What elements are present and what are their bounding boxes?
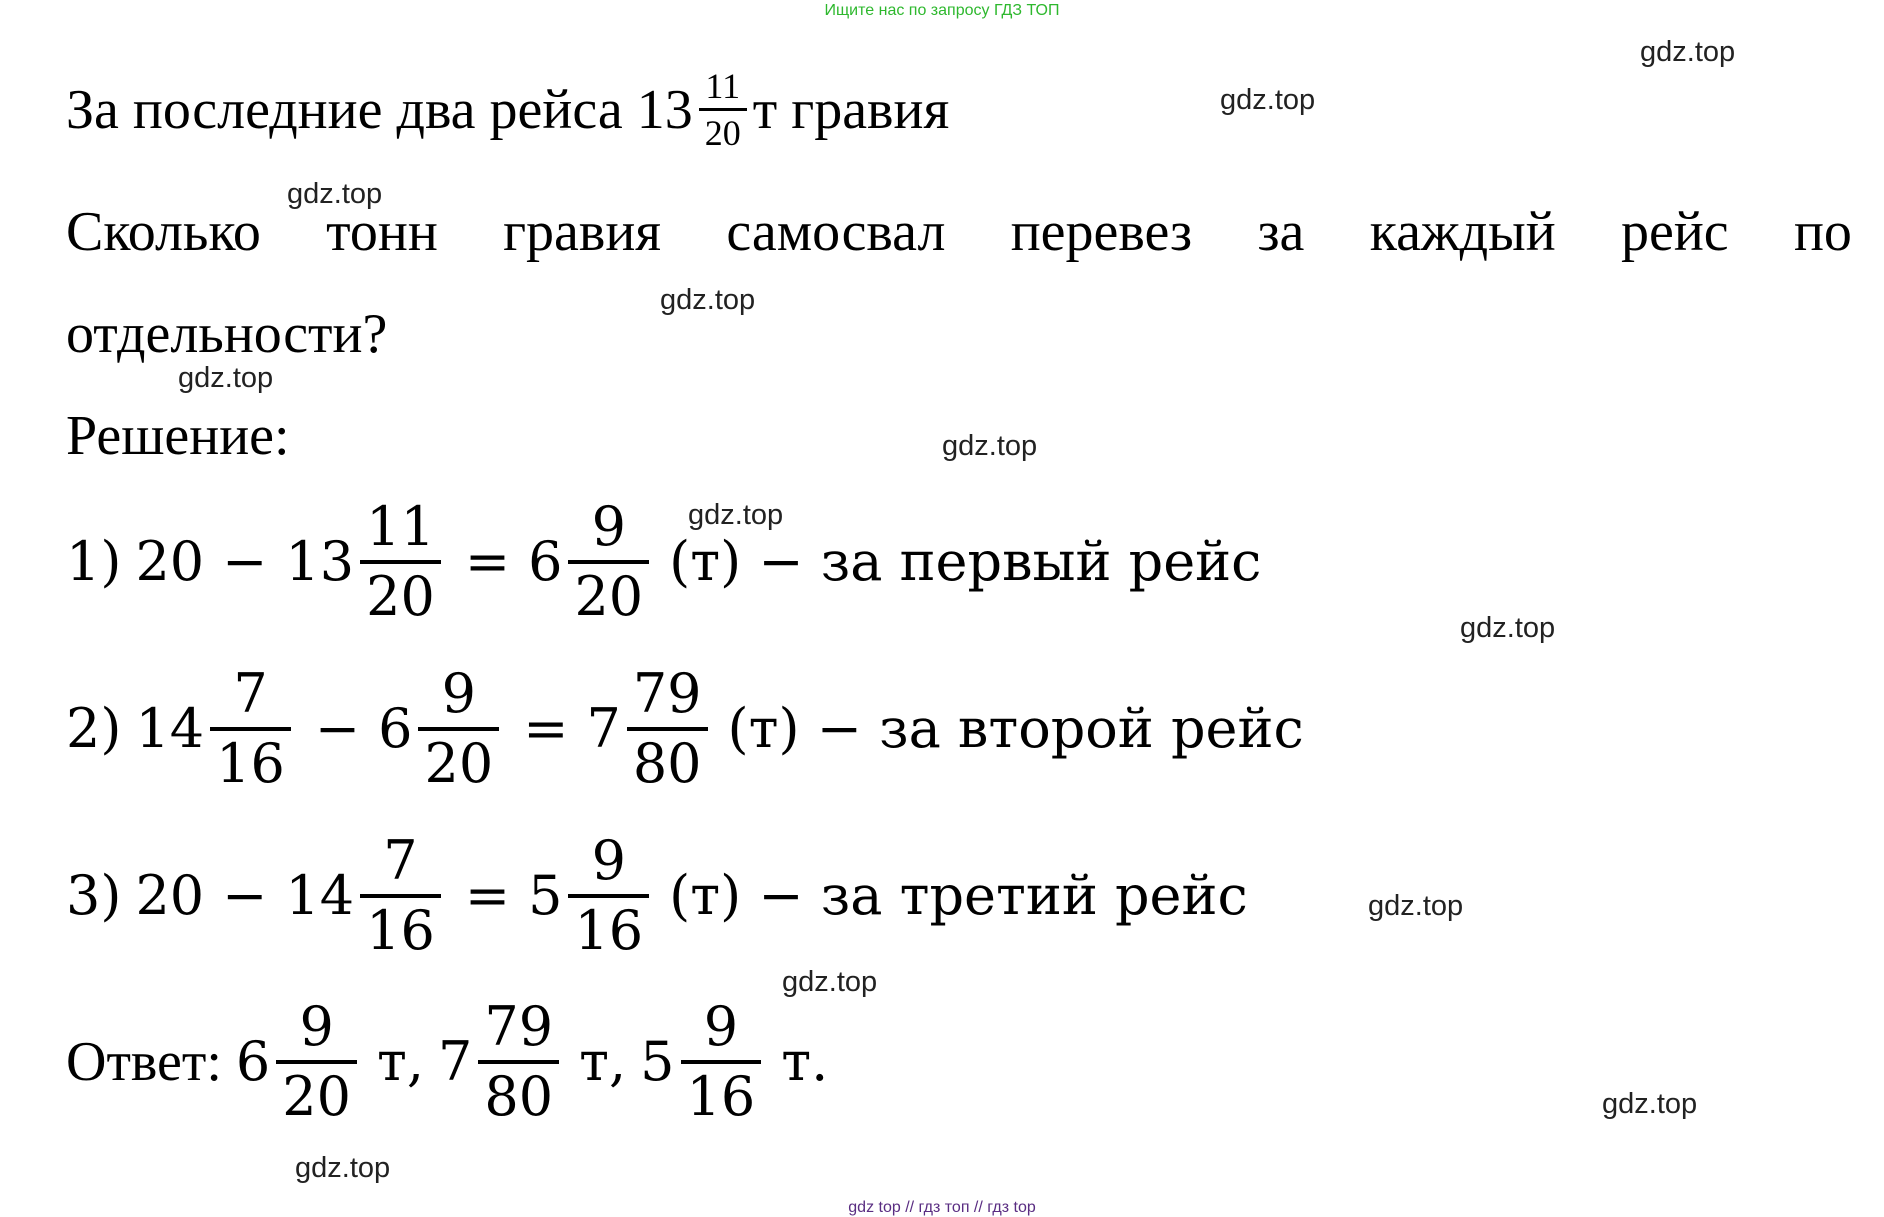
step-label: 2) (66, 697, 122, 760)
fraction-bar (699, 108, 747, 111)
denominator: 16 (366, 899, 435, 962)
numerator: 11 (705, 66, 741, 106)
number: 20 (135, 864, 205, 927)
fraction (568, 495, 649, 628)
whole-part: 5 (640, 1030, 675, 1093)
fraction-bar (360, 560, 441, 564)
promo-top-link[interactable]: Ищите нас по запросу ГДЗ ТОП (824, 2, 1060, 19)
fraction (360, 829, 441, 962)
problem-line-1 (66, 68, 949, 151)
equals-sign: = (523, 697, 569, 760)
numerator: 11 (366, 495, 435, 558)
numerator: 9 (591, 495, 626, 558)
solution-heading: Решение: (66, 405, 290, 467)
watermark: gdz.top (1220, 84, 1316, 116)
whole-part: 6 (528, 530, 563, 593)
problem-line-2 (66, 200, 1852, 264)
fraction-bar (627, 727, 708, 731)
word: за (1257, 201, 1305, 263)
numerator: 9 (703, 995, 739, 1058)
denominator: 16 (574, 899, 644, 962)
numerator: 9 (299, 995, 334, 1058)
step-label: 3) (66, 864, 122, 927)
watermark: gdz.top (1602, 1088, 1698, 1120)
step-label: 1) (66, 530, 122, 593)
word: Сколько (66, 201, 261, 263)
solution-step-3 (66, 829, 1248, 962)
watermark: gdz.top (1368, 890, 1464, 922)
word: самосвал (726, 201, 946, 263)
word: по (1793, 201, 1852, 263)
fraction-bar (418, 727, 499, 731)
fraction (699, 68, 747, 151)
answer-line (66, 995, 829, 1128)
watermark: gdz.top (660, 284, 756, 316)
solution-step-2 (66, 662, 1304, 795)
numerator: 79 (632, 662, 702, 725)
whole-part: 14 (135, 697, 205, 760)
whole-part: 13 (285, 530, 355, 593)
denominator: 20 (424, 732, 494, 795)
watermark: gdz.top (1640, 36, 1736, 68)
number: 20 (135, 530, 205, 593)
word: гравия (503, 201, 662, 263)
fraction-bar (568, 560, 649, 564)
unit: т, (377, 1030, 425, 1093)
fraction-bar (478, 1060, 559, 1064)
denominator: 20 (704, 113, 741, 153)
fraction (681, 995, 762, 1128)
fraction (276, 995, 357, 1128)
denominator: 20 (574, 565, 644, 628)
fraction-bar (681, 1060, 762, 1064)
fraction (418, 662, 499, 795)
word: тонн (326, 201, 438, 263)
fraction (478, 995, 559, 1128)
step-description: (т) − за третий рейс (669, 864, 1248, 927)
equals-sign: = (464, 864, 511, 927)
denominator: 16 (686, 1065, 756, 1128)
numerator: 79 (484, 995, 554, 1058)
whole-part: 7 (586, 697, 621, 760)
fraction (360, 495, 441, 628)
whole-part: 5 (528, 864, 563, 927)
fraction-bar (360, 894, 441, 898)
watermark: gdz.top (688, 499, 784, 531)
numerator: 9 (441, 662, 477, 725)
answer-label: Ответ: (66, 1031, 222, 1093)
equals-sign: = (464, 530, 511, 593)
problem-text: За последние два рейса 13 (66, 78, 693, 141)
problem-text: т гравия (752, 78, 950, 141)
denominator: 16 (216, 732, 285, 795)
fraction (568, 829, 649, 962)
step-description: (т) − за второй рейс (727, 697, 1304, 760)
denominator: 80 (632, 732, 702, 795)
solution-step-1 (66, 495, 1262, 628)
denominator: 20 (366, 565, 435, 628)
word: перевез (1010, 201, 1193, 263)
numerator: 7 (233, 662, 268, 725)
watermark: gdz.top (178, 362, 274, 394)
minus-sign: − (222, 530, 268, 593)
problem-line-3: отдельности? (66, 303, 388, 365)
watermark: gdz.top (287, 178, 383, 210)
watermark: gdz.top (782, 966, 878, 998)
denominator: 80 (484, 1065, 554, 1128)
unit: т. (781, 1030, 829, 1093)
minus-sign: − (222, 864, 268, 927)
word: рейс (1620, 201, 1729, 263)
watermark: gdz.top (1460, 612, 1556, 644)
numerator: 9 (591, 829, 626, 892)
watermark: gdz.top (295, 1152, 391, 1184)
whole-part: 6 (378, 697, 413, 760)
watermark: gdz.top (942, 430, 1038, 462)
fraction-bar (568, 894, 649, 898)
whole-part: 6 (235, 1030, 271, 1093)
denominator: 20 (282, 1065, 351, 1128)
numerator: 7 (383, 829, 418, 892)
whole-part: 14 (285, 864, 355, 927)
fraction-bar (276, 1060, 357, 1064)
step-description: (т) − за первый рейс (669, 530, 1262, 593)
fraction (627, 662, 708, 795)
minus-sign: − (314, 697, 361, 760)
fraction-bar (210, 727, 291, 731)
fraction (210, 662, 291, 795)
whole-part: 7 (438, 1030, 473, 1093)
unit: т, (579, 1030, 627, 1093)
promo-bottom-links[interactable]: gdz top // гдз топ // гдз top (848, 1199, 1036, 1216)
word: каждый (1369, 201, 1556, 263)
